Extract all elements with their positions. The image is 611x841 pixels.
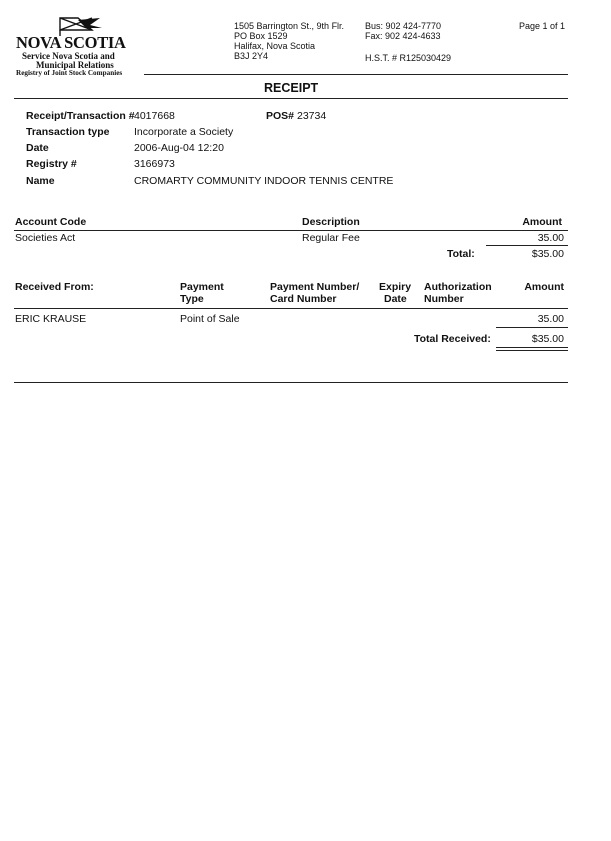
payments-total-double-rule-1 bbox=[496, 347, 568, 348]
payments-total-value: $35.00 bbox=[531, 333, 564, 345]
fees-total-rule bbox=[486, 245, 568, 246]
fee-account: Societies Act bbox=[15, 232, 76, 244]
header-line: Number bbox=[424, 293, 464, 305]
receipt-number-label: Receipt/Transaction # bbox=[26, 110, 135, 122]
address-line: B3J 2Y4 bbox=[234, 51, 269, 61]
header-line: Date bbox=[384, 293, 407, 305]
registry-label: Registry # bbox=[26, 158, 77, 170]
transaction-type-value: Incorporate a Society bbox=[134, 126, 234, 138]
fees-total-label: Total: bbox=[447, 248, 475, 260]
payments-header-expiry bbox=[379, 281, 411, 305]
header-line: Payment bbox=[180, 281, 224, 293]
contact-phone: Bus: 902 424-7770 bbox=[365, 21, 442, 31]
address-line: PO Box 1529 bbox=[234, 31, 288, 41]
address-line: 1505 Barrington St., 9th Flr. bbox=[234, 21, 345, 31]
payment-from: ERIC KRAUSE bbox=[15, 313, 87, 325]
logo-brand: NOVA SCOTIA bbox=[16, 33, 126, 52]
header-line: Type bbox=[180, 293, 204, 305]
fees-header-description: Description bbox=[302, 216, 360, 228]
header-line: Card Number bbox=[270, 293, 337, 305]
name-label: Name bbox=[26, 175, 55, 187]
payments-header-type bbox=[180, 281, 224, 305]
receipt-number-value: 4017668 bbox=[134, 110, 175, 122]
receipt-title: RECEIPT bbox=[264, 81, 319, 95]
payments-total-double-rule-2 bbox=[496, 350, 568, 351]
header-rule-top bbox=[144, 74, 568, 75]
header-line: Expiry bbox=[379, 281, 412, 293]
pos-value: 23734 bbox=[297, 110, 327, 122]
hst-number: H.S.T. # R125030429 bbox=[365, 53, 452, 63]
payments-total-rule bbox=[496, 327, 568, 328]
header-line: Payment Number/ bbox=[270, 281, 360, 293]
contact-fax: Fax: 902 424-4633 bbox=[365, 31, 441, 41]
payments-header-amount: Amount bbox=[524, 281, 564, 293]
fee-amount: 35.00 bbox=[537, 232, 564, 244]
fees-header-rule bbox=[14, 230, 568, 231]
header-line: Authorization bbox=[424, 281, 492, 293]
pos-label: POS# bbox=[266, 110, 295, 122]
fees-header-amount: Amount bbox=[522, 216, 562, 228]
fee-description: Regular Fee bbox=[302, 232, 360, 244]
header-rule-bottom bbox=[14, 98, 568, 99]
date-value: 2006-Aug-04 12:20 bbox=[134, 142, 224, 154]
payments-header-auth bbox=[424, 281, 492, 305]
address-line: Halifax, Nova Scotia bbox=[234, 41, 316, 51]
registry-value: 3166973 bbox=[134, 158, 175, 170]
payments-header-number bbox=[270, 281, 359, 305]
payment-amount: 35.00 bbox=[537, 313, 564, 325]
logo-line-1: Service Nova Scotia and bbox=[22, 51, 115, 61]
payment-type: Point of Sale bbox=[180, 313, 240, 325]
logo-line-3: Registry of Joint Stock Companies bbox=[16, 69, 123, 77]
logo bbox=[14, 16, 144, 76]
page-number: Page 1 of 1 bbox=[519, 21, 566, 31]
fees-header-account: Account Code bbox=[15, 216, 87, 228]
transaction-type-label: Transaction type bbox=[26, 126, 110, 138]
logo-line-2: Municipal Relations bbox=[36, 60, 114, 70]
office-address bbox=[234, 21, 344, 61]
name-value: CROMARTY COMMUNITY INDOOR TENNIS CENTRE bbox=[134, 175, 394, 187]
payments-total-label: Total Received: bbox=[414, 333, 491, 345]
payments-header-rule bbox=[14, 308, 568, 309]
footer-rule bbox=[14, 382, 568, 383]
payments-header-from: Received From: bbox=[15, 281, 94, 293]
fees-total-value: $35.00 bbox=[531, 248, 564, 260]
date-label: Date bbox=[26, 142, 49, 154]
